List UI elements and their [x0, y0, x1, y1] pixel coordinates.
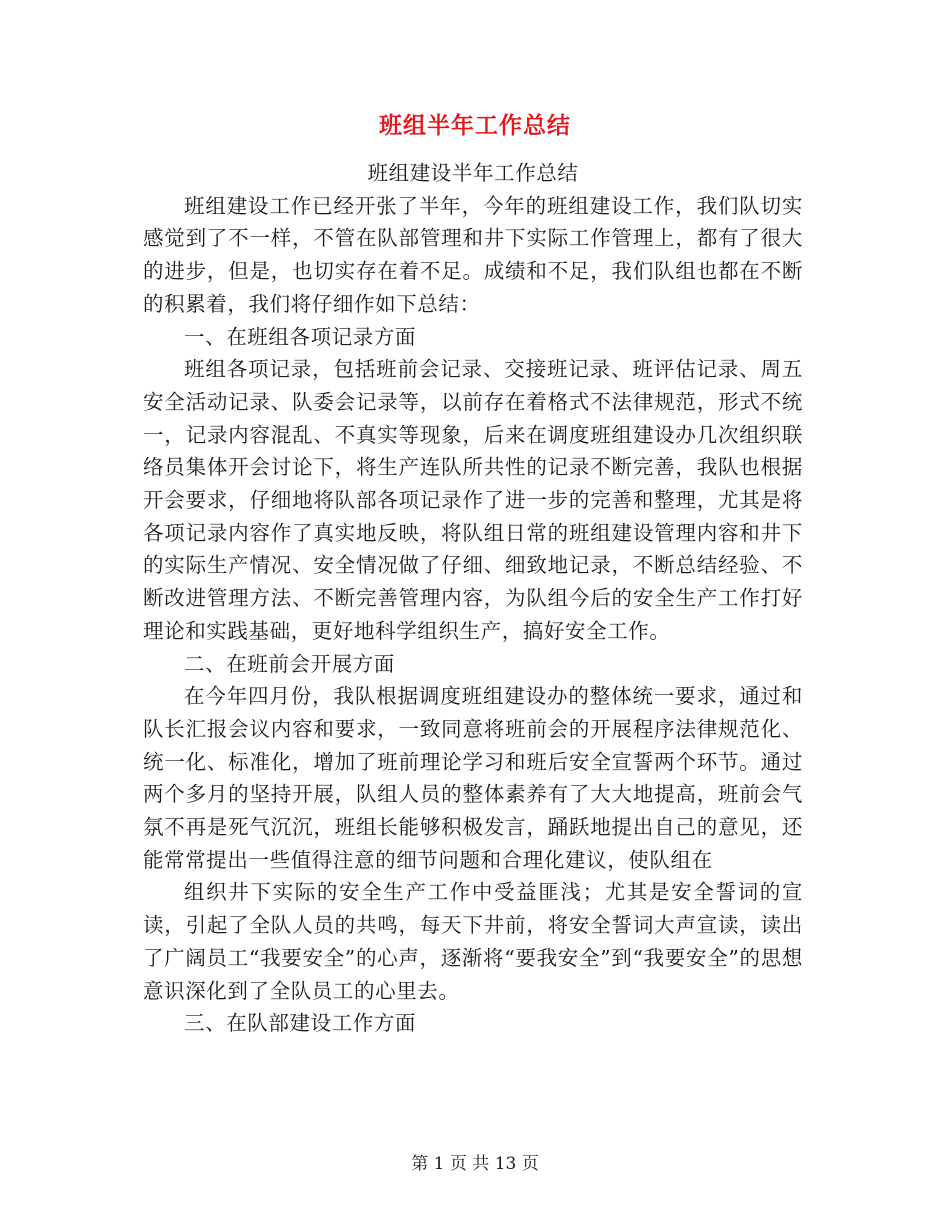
paragraph-safety-oath: 组织井下实际的安全生产工作中受益匪浅；尤其是安全誓词的宣读，引起了全队人员的共鸣，每天下井前，将安全誓词大声宣读，读出了广阔员工“我要安全”的心声，逐渐将“要我安全”到“我要安全”的思想意识深化到了全队员工的心里去。 — [143, 880, 803, 1003]
document-title: 班组半年工作总结 — [379, 112, 571, 139]
page-number-footer: 第 1 页 共 13 页 — [411, 1154, 539, 1174]
document-subtitle: 班组建设半年工作总结 — [367, 161, 579, 185]
section-heading-records: 一、在班组各项记录方面 — [184, 324, 417, 349]
paragraph-pre-shift-meeting: 在今年四月份，我队根据调度班组建设办的整体统一要求，通过和队长汇报会议内容和要求，一致同意将班前会的开展程序法律规范化、统一化、标准化，增加了班前理论学习和班后安全宣誓两个环节。通过两个多月的坚持开展，队组人员的整体素养有了大大地提高，班前会气氛不再是死气沉沉，班组长能够积极发言，踊跃地提出自己的意见，还能常常提出一些值得注意的细节问题和合理化建议，使队组在 — [143, 684, 803, 872]
paragraph-records: 班组各项记录，包括班前会记录、交接班记录、班评估记录、周五安全活动记录、队委会记录等，以前存在着格式不法律规范，形式不统一，记录内容混乱、不真实等现象，后来在调度班组建设办几次组织联络员集体开会讨论下，将生产连队所共性的记录不断完善，我队也根据开会要求，仔细地将队部各项记录作了进一步的完善和整理，尤其是将各项记录内容作了真实地反映，将队组日常的班组建设管理内容和井下的实际生产情况、安全情况做了仔细、细致地记录，不断总结经验、不断改进管理方法、不断完善管理内容，为队组今后的安全生产工作打好理论和实践基础，更好地科学组织生产，搞好安全工作。 — [143, 357, 803, 643]
section-heading-pre-shift-meeting: 二、在班前会开展方面 — [184, 651, 395, 676]
section-heading-team-building: 三、在队部建设工作方面 — [184, 1011, 417, 1036]
paragraph-intro: 班组建设工作已经开张了半年，今年的班组建设工作，我们队切实感觉到了不一样，不管在队部管理和井下实际工作管理上，都有了很大的进步，但是，也切实存在着不足。成绩和不足，我们队组也都在不断的积累着，我们将仔细作如下总结： — [143, 193, 803, 316]
document-body — [143, 157, 803, 1040]
